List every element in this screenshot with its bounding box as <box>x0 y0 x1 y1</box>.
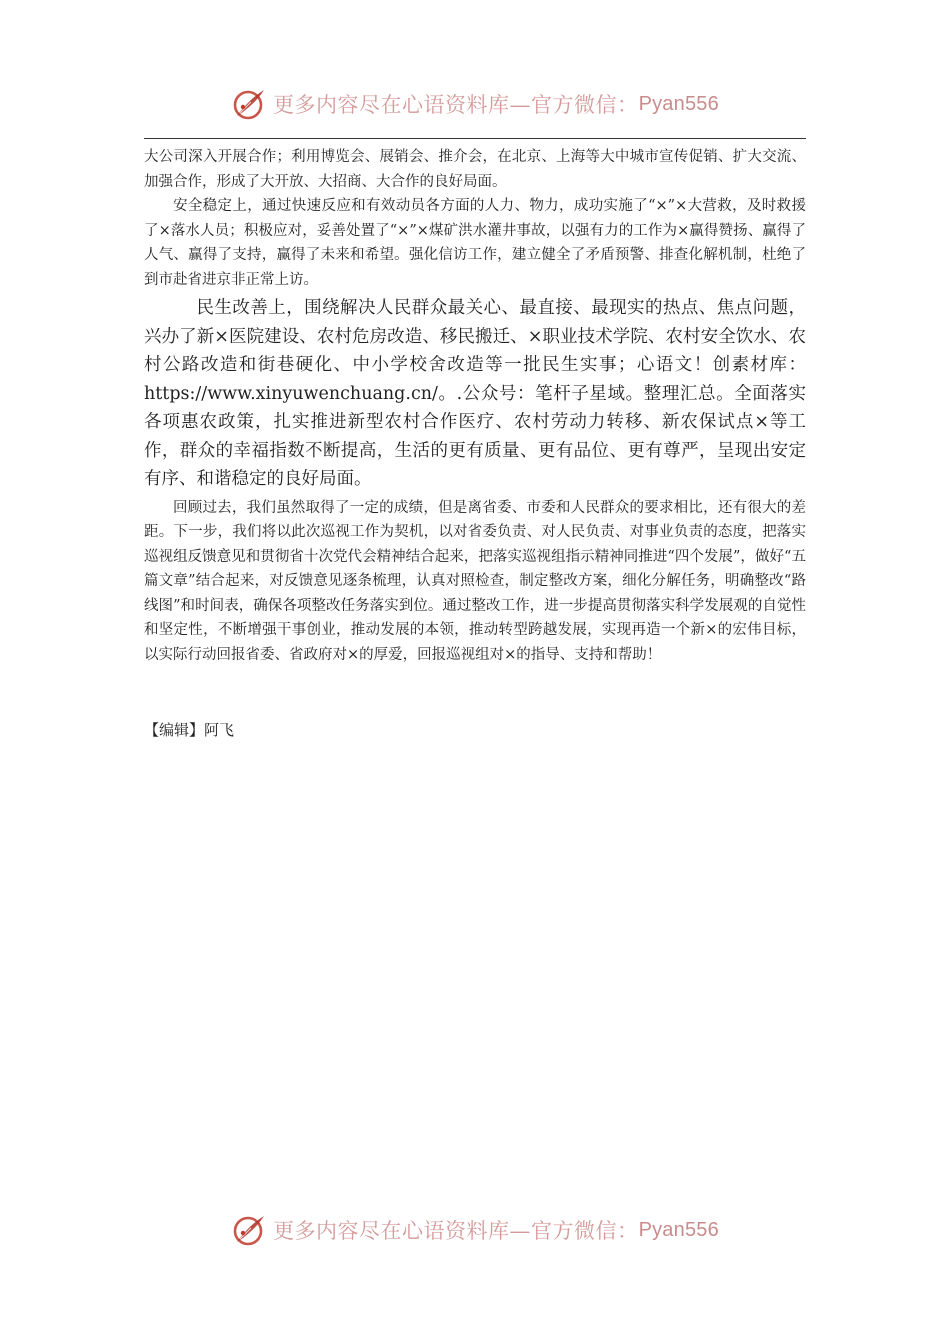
paragraph-1: 大公司深入开展合作；利用博览会、展销会、推介会，在北京、上海等大中城市宣传促销、扩大交流、加强合作，形成了大开放、大招商、大合作的良好局面。 <box>144 149 806 190</box>
header-watermark <box>0 82 950 126</box>
watermark-wechat-id: Pyan556 <box>638 92 719 115</box>
paragraph-2: 安全稳定上，通过快速反应和有效动员各方面的人力、物力，成功实施了“×”×大营救，及时救援了×落水人员；积极应对，妥善处置了“×”×煤矿洪水灌井事故，以强有力的工作为×赢得赞扬、赢得了人气、赢得了支持，赢得了未来和希望。强化信访工作，建立健全了矛盾预警、排查化解机制，杜绝了到市赴省进京非正常上访。 <box>144 198 806 288</box>
document-body <box>144 145 806 667</box>
paragraph-4: 回顾过去，我们虽然取得了一定的成绩，但是离省委、市委和人民群众的要求相比，还有很大的差距。下一步，我们将以此次巡视工作为契机，以对省委负责、对人民负责、对事业负责的态度，把落实巡视组反馈意见和贯彻省十次党代会精神结合起来，把落实巡视组指示精神同推进“四个发展”，做好“五篇文章”结合起来，对反馈意见逐条梳理，认真对照检查，制定整改方案，细化分解任务，明确整改“路线图”和时间表，确保各项整改任务落实到位。通过整改工作，进一步提高贯彻落实科学发展观的自觉性和坚定性，不断增强干事创业，推动发展的本领，推动转型跨越发展，实现再造一个新×的宏伟目标，以实际行动回报省委、省政府对×的厚爱，回报巡视组对×的指导、支持和帮助！ <box>144 499 806 663</box>
watermark-text: 更多内容尽在心语资料库—官方微信： <box>273 1219 639 1243</box>
watermark-text: 更多内容尽在心语资料库—官方微信： <box>273 93 639 117</box>
quill-logo-icon <box>231 86 267 122</box>
watermark-wechat-id: Pyan556 <box>638 1218 719 1241</box>
paragraph-3: 民生改善上，围绕解决人民群众最关心、最直接、最现实的热点、焦点问题，兴办了新×医院建设、农村危房改造、移民搬迁、×职业技术学院、农村安全饮水、农村公路改造和街巷硬化、中小学校舍改造等一批民生实事；心语文！创素材库：https://www.xinyuwenchuang.cn/。.公众号：笔杆子星域。整理汇总。全面落实各项惠农政策，扎实推进新型农村合作医疗、农村劳动力转移、新农保试点×等工作，群众的幸福指数不断提高，生活的更有质量、更有品位、更有尊严，呈现出安定有序、和谐稳定的良好局面。 <box>144 298 806 489</box>
editor-credit: 【编辑】阿飞 <box>144 721 235 739</box>
footer-watermark <box>0 1208 950 1252</box>
header-divider <box>144 138 806 139</box>
quill-logo-icon <box>231 1212 267 1248</box>
